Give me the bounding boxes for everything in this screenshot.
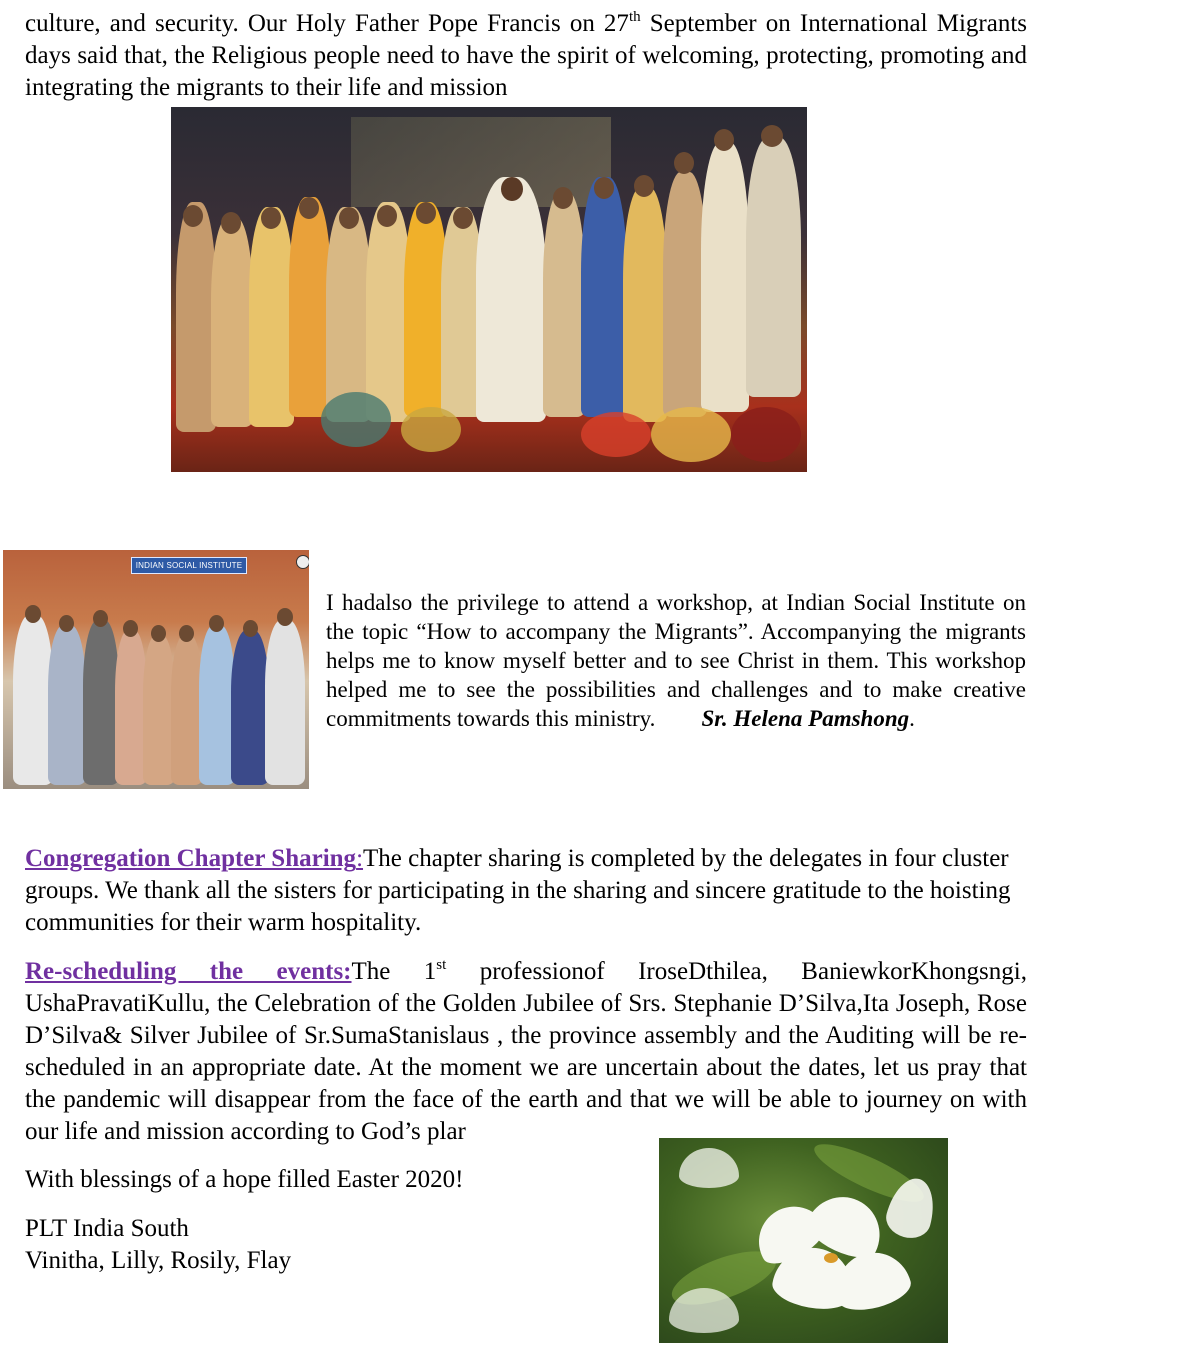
rescheduling-heading[interactable]: Re-scheduling the events: (25, 958, 352, 985)
rescheduling-text-b: professionof IroseDthilea, BaniewkorKhongsngi, UshaPravatiKullu, the Celebration of the Golden Jubilee of Srs. Stephanie D’Silva,Ita Joseph, Rose D’Silva& Silver Jubilee of Sr.SumaStanislaus , the province assembly and the Auditing will be re-scheduled in an appropriate date. At the moment we are uncertain about the dates, let us pray that the pandemic will disappear from the face of the earth and that we will be able to journey on with our life and mission according to God’s plar (25, 958, 1027, 1145)
intro-text-rest: days said that, the Religious people need to have the spirit of welcoming, protecting, promoting and integrating the migrants to their life and mission (25, 42, 1027, 101)
intro-first-line (25, 8, 1027, 40)
chapter-sharing-heading[interactable]: Congregation Chapter Sharing (25, 845, 357, 872)
chapter-sharing-text: The chapter sharing is completed by the delegates in four cluster groups. We thank all the sisters for participating in the sharing and sincere gratitude to the hoisting communities for their warm hospitality. (25, 845, 1011, 936)
workshop-text: I hadalso the privilege to attend a workshop, at Indian Social Institute on the topic “How to accompany the Migrants”. Accompanying the migrants helps me to know myself better and to see Christ in them. This workshop helped me to see the possibilities and challenges and to make creative commitments towards this ministry. (326, 590, 1026, 731)
institute-group-photo (3, 550, 309, 789)
intro-ordinal: th (628, 9, 641, 25)
rescheduling-paragraph (25, 956, 1027, 1148)
blessing-line: With blessings of a hope filled Easter 2020! (25, 1166, 464, 1193)
workshop-paragraph (326, 588, 1026, 733)
rescheduling-text-a: The 1 (351, 958, 437, 985)
stage-group-photo (171, 107, 807, 472)
chapter-sharing-paragraph (25, 843, 1027, 939)
rescheduling-ordinal: st (436, 957, 447, 973)
intro-text-a: culture, and security. Our Holy Father Pope Francis on 27 (25, 10, 629, 37)
institute-sign: INDIAN SOCIAL INSTITUTE (131, 557, 247, 574)
workshop-signature-end: . (909, 706, 915, 731)
lily-flowers-photo (659, 1138, 948, 1343)
workshop-signature: Sr. Helena Pamshong (701, 706, 910, 731)
chapter-sharing-colon: : (356, 845, 364, 872)
intro-text-b: September on International Migrants (640, 10, 1027, 37)
intro-paragraph (25, 8, 1027, 104)
clock-icon (296, 555, 309, 569)
org-name: PLT India South (25, 1215, 189, 1242)
team-names: Vinitha, Lilly, Rosily, Flay (25, 1247, 292, 1274)
